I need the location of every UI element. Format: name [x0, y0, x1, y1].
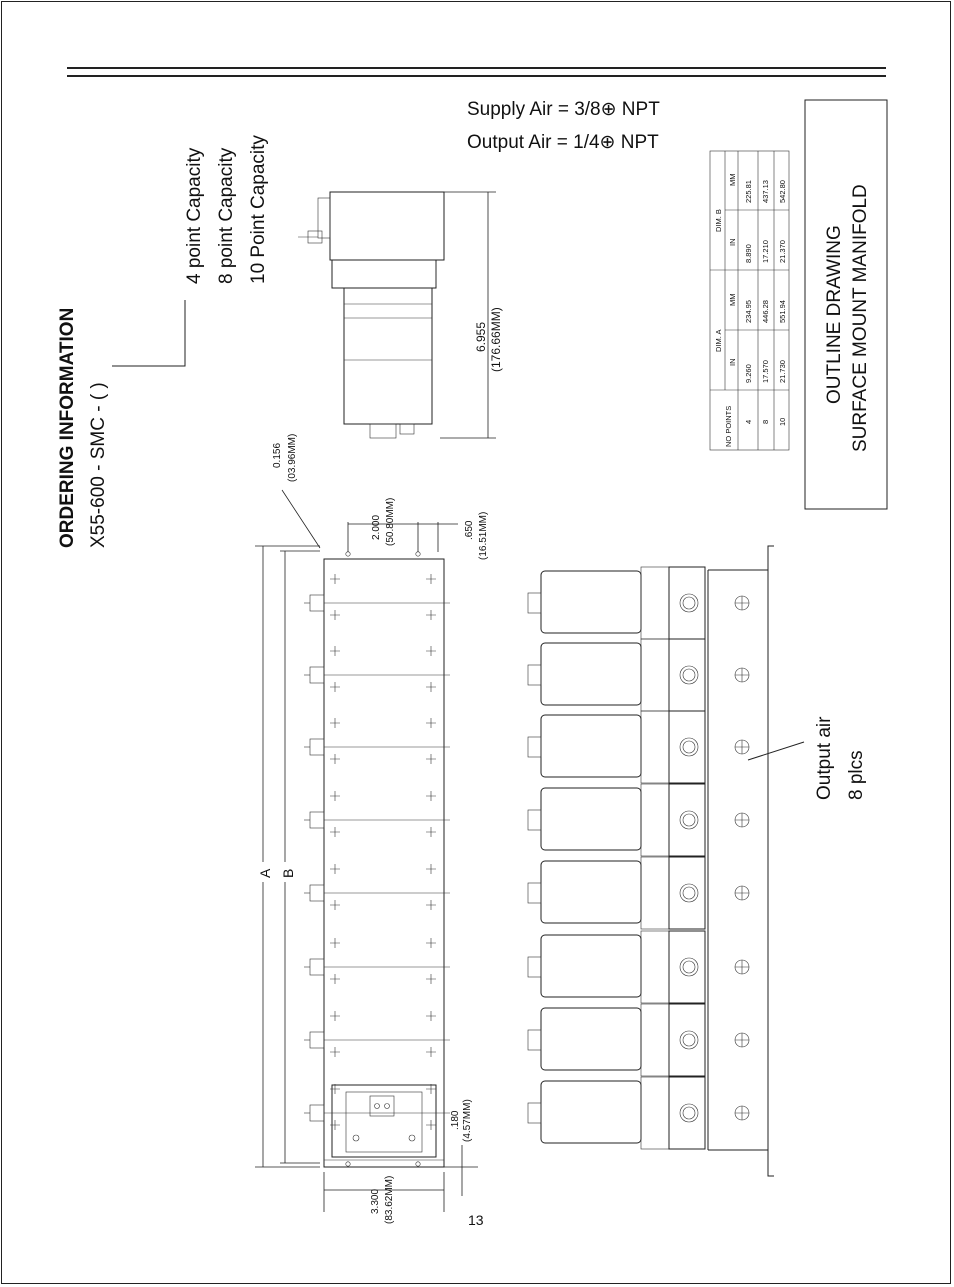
plan-mounting-cross [330, 1011, 340, 1021]
plan-mounting-cross [426, 1047, 436, 1057]
plan-mounting-cross [330, 682, 340, 692]
title-surface-mount-manifold: SURFACE MOUNT MANIFOLD [850, 184, 871, 452]
dim-pitch-mm: (50.80MM) [385, 497, 396, 546]
side-valve-port-inner [683, 1107, 695, 1119]
ordering-title: ORDERING INFORMATION [57, 307, 78, 548]
option-10-point: 10 Point Capacity [248, 135, 269, 284]
dim-width-in: 3.300 [370, 1188, 381, 1214]
side-valve-collar [641, 639, 669, 711]
option-8-point: 8 point Capacity [216, 147, 237, 284]
side-valve-port-inner [683, 1034, 695, 1046]
plan-mounting-cross [426, 864, 436, 874]
table-row-10-b-mm: 542.80 [778, 180, 787, 203]
side-valve-collar [641, 1004, 669, 1076]
side-valve-port-inner [683, 961, 695, 973]
plan-mounting-cross [426, 1120, 436, 1130]
table-row-4-b-in: 8.890 [744, 244, 753, 263]
dim-height-mm: (176.66MM) [489, 307, 503, 372]
side-valve-body [541, 861, 641, 923]
table-header-b-in: IN [728, 238, 737, 246]
side-valve-port-inner [683, 887, 695, 899]
plan-solenoid-connector [310, 667, 324, 683]
table-row-10-a-mm: 551.94 [778, 300, 787, 323]
side-valve-base [669, 1077, 705, 1149]
side-valve-cap [528, 957, 541, 977]
table-row-8-points: 8 [761, 419, 770, 424]
ordering-leader-line [112, 300, 185, 366]
side-valve-base [669, 784, 705, 856]
side-valve-port-inner [683, 814, 695, 826]
table-header-a-in: IN [728, 358, 737, 366]
dim-pitch-in: 2.000 [371, 514, 382, 540]
dim-hole-mm: (03.96MM) [287, 433, 298, 482]
table-row-8-b-mm: 437.13 [761, 180, 770, 203]
table-row-4-a-mm: 234.95 [744, 300, 753, 323]
dim-label-b: B [280, 868, 296, 878]
table-row-10-points: 10 [778, 417, 787, 426]
plan-mounting-cross [426, 1011, 436, 1021]
side-valve-cap [528, 737, 541, 757]
plan-solenoid-connector [310, 1032, 324, 1048]
plan-solenoid-connector [310, 595, 324, 611]
table-header-dim-b: DIM. B [714, 209, 723, 232]
side-valve-port-inner [683, 741, 695, 753]
output-air-spec: Output Air = 1/4⊕ NPT [467, 132, 659, 153]
plan-mounting-cross [330, 718, 340, 728]
plan-solenoid-connector [310, 885, 324, 901]
plan-mounting-cross [426, 754, 436, 764]
side-valve-collar [641, 931, 669, 1003]
table-row-10-a-in: 21.730 [778, 360, 787, 383]
option-4-point: 4 point Capacity [184, 147, 205, 284]
side-valve-base [669, 931, 705, 1003]
plan-mounting-cross [426, 974, 436, 984]
table-header-a-mm: MM [728, 293, 737, 306]
plan-mounting-cross [330, 974, 340, 984]
side-valve-cap [528, 665, 541, 685]
table-row-4-a-in: 9.260 [744, 364, 753, 383]
side-valve-collar [641, 784, 669, 856]
callout-output-air: Output air [814, 716, 835, 800]
side-valve-collar [641, 1077, 669, 1149]
model-code: X55-600 - SMC - ( ) [88, 382, 109, 548]
side-valve-body [541, 788, 641, 850]
plan-mounting-cross [426, 682, 436, 692]
dimension-table [710, 151, 789, 450]
plan-mounting-cross [426, 938, 436, 948]
plan-mounting-cross [426, 900, 436, 910]
plan-mounting-cross [330, 827, 340, 837]
side-valve-base [669, 711, 705, 783]
plan-mounting-cross [330, 791, 340, 801]
plan-mounting-cross [426, 827, 436, 837]
plan-mounting-cross [330, 574, 340, 584]
dim-edge-in: .650 [464, 520, 475, 540]
output-air-callout [748, 716, 867, 800]
plan-mounting-cross [330, 864, 340, 874]
plan-mounting-cross [330, 938, 340, 948]
dim-label-a: A [257, 868, 273, 878]
plan-mounting-cross [330, 646, 340, 656]
plan-mounting-cross [330, 1047, 340, 1057]
table-row-10-b-in: 21.370 [778, 240, 787, 263]
dim-edge-mm: (16.51MM) [478, 511, 489, 560]
side-valve-port-inner [683, 597, 695, 609]
table-row-4-b-mm: 225.81 [744, 180, 753, 203]
dim-width-mm: (83.62MM) [384, 1175, 395, 1224]
dim-end-mm: (4.57MM) [462, 1099, 473, 1142]
page-number: 13 [468, 1212, 484, 1228]
title-outline-drawing: OUTLINE DRAWING [824, 225, 845, 404]
table-row-8-a-mm: 446.28 [761, 300, 770, 323]
side-valve-body [541, 715, 641, 777]
plan-mounting-cross [426, 718, 436, 728]
side-valve-body [541, 643, 641, 705]
side-valve-collar [641, 857, 669, 929]
side-valve-body [541, 935, 641, 997]
side-valve-cap [528, 810, 541, 830]
plan-solenoid-connector [310, 959, 324, 975]
callout-8-plcs: 8 plcs [846, 750, 867, 800]
ordering-information [57, 135, 269, 548]
table-header-points: NO POINTS [724, 405, 733, 447]
plan-mounting-cross [426, 610, 436, 620]
table-row-4-points: 4 [744, 419, 753, 424]
plan-mounting-cross [426, 646, 436, 656]
side-valve-cap [528, 1103, 541, 1123]
side-valve-cap [528, 883, 541, 903]
supply-air-spec: Supply Air = 3/8⊕ NPT [467, 99, 660, 120]
plan-mounting-cross [330, 900, 340, 910]
side-valve-cap [528, 1030, 541, 1050]
plan-mounting-cross [426, 791, 436, 801]
side-valve-port-inner [683, 669, 695, 681]
table-header-b-mm: MM [728, 173, 737, 186]
side-valve-body [541, 1081, 641, 1143]
side-valve-body [541, 1008, 641, 1070]
side-valve-base [669, 567, 705, 639]
plan-solenoid-connector [310, 812, 324, 828]
plan-mounting-cross [330, 754, 340, 764]
plan-view [304, 552, 450, 1167]
side-valve-base [669, 1004, 705, 1076]
side-view [528, 546, 774, 1176]
table-row-8-a-in: 17.570 [761, 360, 770, 383]
controller-box [332, 1085, 436, 1157]
side-valve-cap [528, 593, 541, 613]
side-valve-collar [641, 567, 669, 639]
dim-end-in: .180 [450, 1110, 461, 1130]
plan-mounting-cross [330, 610, 340, 620]
title-block [805, 100, 887, 509]
side-valve-body [541, 571, 641, 633]
plan-solenoid-connector [310, 739, 324, 755]
dim-height-in: 6.955 [474, 321, 488, 352]
dim-hole-in: 0.156 [272, 442, 283, 468]
end-view [298, 192, 503, 438]
table-row-8-b-in: 17.210 [761, 240, 770, 263]
table-header-dim-a: DIM. A [714, 329, 723, 352]
plan-dimensions [255, 434, 489, 1224]
side-valve-collar [641, 711, 669, 783]
side-valve-base [669, 857, 705, 929]
side-valve-base [669, 639, 705, 711]
plan-mounting-cross [426, 574, 436, 584]
plan-solenoid-connector [310, 1105, 324, 1121]
